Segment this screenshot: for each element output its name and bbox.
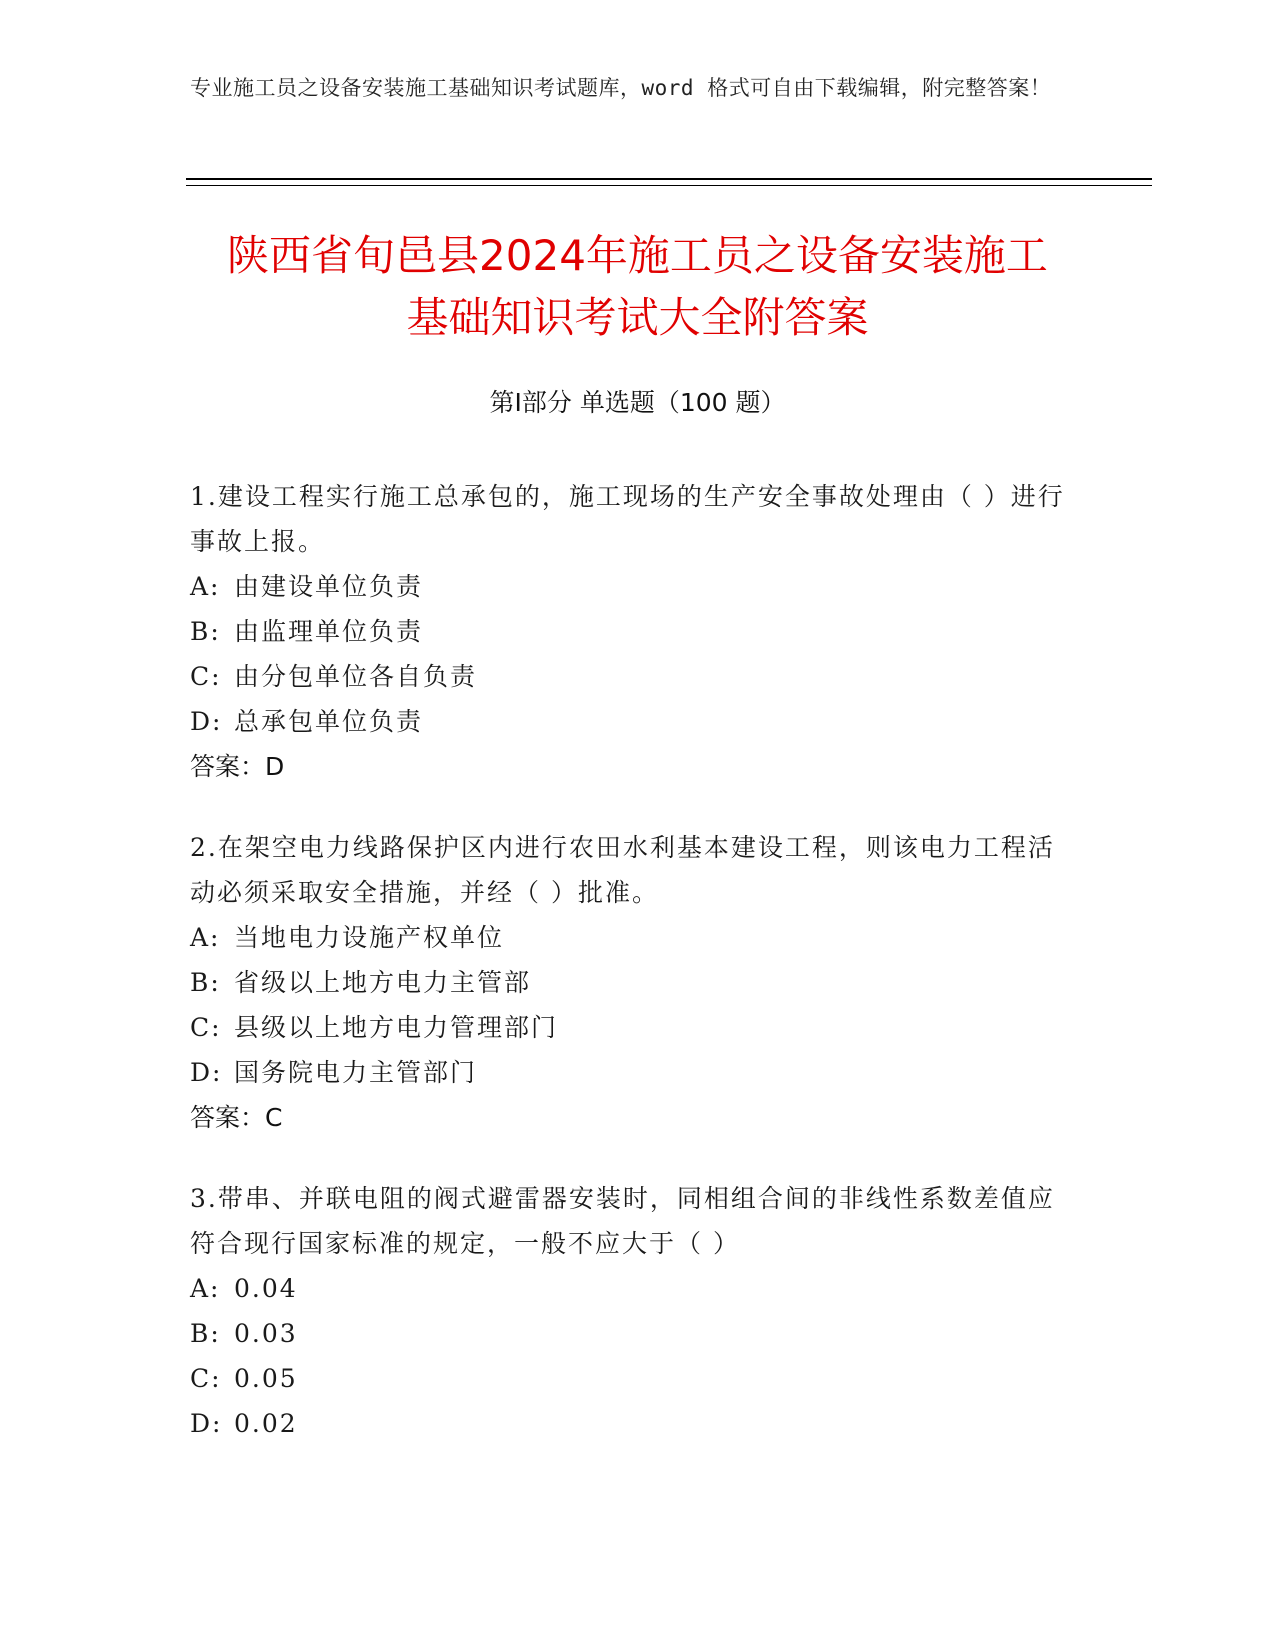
- option-text: 当地电力设施产权单位: [234, 923, 505, 952]
- option-d: [190, 1050, 1070, 1095]
- option-text: 由监理单位负责: [234, 617, 424, 646]
- question-3: [190, 1176, 1070, 1446]
- option-letter: B:: [190, 617, 221, 646]
- question-2: [190, 825, 1070, 1140]
- option-letter: B:: [190, 968, 221, 997]
- header-divider-thin: [186, 185, 1152, 186]
- option-text: 0.05: [234, 1364, 298, 1393]
- question-1: [190, 474, 1070, 789]
- option-b: [190, 609, 1070, 654]
- option-text: 0.02: [234, 1409, 298, 1438]
- option-c: [190, 1005, 1070, 1050]
- option-letter: A:: [190, 1274, 221, 1303]
- question-stem: 2.在架空电力线路保护区内进行农田水利基本建设工程，则该电力工程活动必须采取安全措施，并经（ ）批准。: [190, 833, 1055, 907]
- answer-line: 答案：D: [190, 752, 285, 781]
- document-title-line-1: 陕西省旬邑县2024年施工员之设备安装施工: [227, 231, 1048, 280]
- option-text: 总承包单位负责: [234, 707, 424, 736]
- option-text: 由分包单位各自负责: [234, 662, 478, 691]
- option-b: [190, 1311, 1070, 1356]
- option-a: [190, 1266, 1070, 1311]
- option-letter: D:: [190, 1058, 223, 1087]
- option-letter: C:: [190, 1013, 222, 1042]
- option-text: 由建设单位负责: [234, 572, 424, 601]
- option-text: 县级以上地方电力管理部门: [234, 1013, 559, 1042]
- option-a: [190, 915, 1070, 960]
- option-text: 0.03: [234, 1319, 298, 1348]
- question-stem: 1.建设工程实行施工总承包的，施工现场的生产安全事故处理由（ ）进行事故上报。: [190, 482, 1065, 556]
- answer-line: 答案：C: [190, 1103, 283, 1132]
- question-stem: 3.带串、并联电阻的阀式避雷器安装时，同相组合间的非线性系数差值应符合现行国家标准的规定，一般不应大于（ ）: [190, 1184, 1055, 1258]
- question-list: [190, 474, 1070, 1482]
- option-c: [190, 654, 1070, 699]
- option-d: [190, 1401, 1070, 1446]
- option-letter: C:: [190, 1364, 222, 1393]
- option-text: 0.04: [234, 1274, 298, 1303]
- section-title: 第Ⅰ部分 单选题（100 题）: [489, 388, 786, 417]
- option-letter: C:: [190, 662, 222, 691]
- option-b: [190, 960, 1070, 1005]
- option-a: [190, 564, 1070, 609]
- option-letter: D:: [190, 707, 223, 736]
- option-text: 省级以上地方电力主管部: [234, 968, 532, 997]
- document-title-line-2: 基础知识考试大全附答案: [406, 293, 869, 342]
- header-divider-thick: [186, 178, 1152, 180]
- option-d: [190, 699, 1070, 744]
- option-letter: A:: [190, 572, 221, 601]
- option-text: 国务院电力主管部门: [234, 1058, 478, 1087]
- header-note: 专业施工员之设备安装施工基础知识考试题库，word 格式可自由下载编辑，附完整答案！: [190, 76, 1052, 100]
- option-c: [190, 1356, 1070, 1401]
- option-letter: B:: [190, 1319, 221, 1348]
- document-title: [120, 225, 1155, 349]
- option-letter: D:: [190, 1409, 223, 1438]
- option-letter: A:: [190, 923, 221, 952]
